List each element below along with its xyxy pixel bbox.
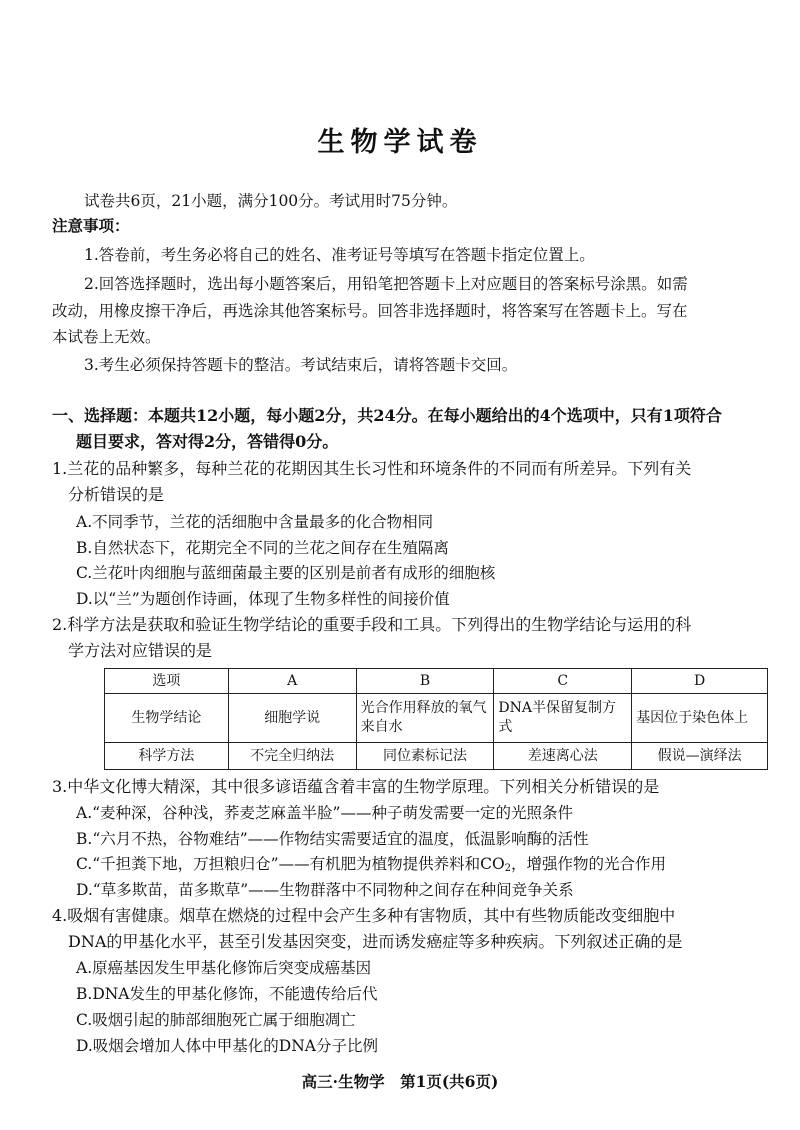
table-header-cell: A <box>228 669 356 694</box>
table-row <box>105 743 768 770</box>
question-3-option-d: D.“草多欺苗，苗多欺草”——生物群落中不同物种之间存在种间竞争关系 <box>76 881 574 899</box>
table-header-cell: B <box>356 669 494 694</box>
option-text: ，增强作物的光合作用 <box>511 855 667 873</box>
question-4-stem: 4.吸烟有害健康。烟草在燃烧的过程中会产生多种有害物质，其中有些物质能改变细胞中 <box>52 906 676 925</box>
notice-item: 本试卷上无效。 <box>52 328 161 346</box>
notice-item: 1.答卷前，考生务必将自己的姓名、准考证号等填写在答题卡指定位置上。 <box>84 246 595 264</box>
table-cell: 差速离心法 <box>494 743 632 770</box>
question-4-option-d: D.吸烟会增加人体中甲基化的DNA分子比例 <box>76 1037 378 1055</box>
notice-item: 2.回答选择题时，选出每小题答案后，用铅笔把答题卡上对应题目的答案标号涂黑。如需 <box>84 275 688 293</box>
page-footer: 高三·生物学 第1页(共6页) <box>301 1072 499 1091</box>
table-cell: 光合作用释放的氧气来自水 <box>356 694 494 743</box>
table-cell: 细胞学说 <box>228 694 356 743</box>
notice-item: 3.考生必须保持答题卡的整洁。考试结束后，请将答题卡交回。 <box>84 356 518 374</box>
question-1-option-a: A.不同季节，兰花的活细胞中含量最多的化合物相同 <box>76 513 434 531</box>
table-cell: 不完全归纳法 <box>228 743 356 770</box>
notice-item: 改动，用橡皮擦干净后，再选涂其他答案标号。回答非选择题时，将答案写在答题卡上。写在 <box>52 302 688 320</box>
question-4-option-c: C.吸烟引起的肺部细胞死亡属于细胞凋亡 <box>76 1011 356 1029</box>
table-cell: 假说—演绎法 <box>632 743 768 770</box>
section-heading: 题目要求，答对得2分，答错得0分。 <box>76 432 339 451</box>
option-text: C.“千担粪下地，万担粮归仓”——有机肥为植物提供养料和CO <box>76 855 505 873</box>
section-heading: 一、选择题：本题共12小题，每小题2分，共24分。在每小题给出的4个选项中，只有1项符合 <box>52 406 722 425</box>
question-4-stem: DNA的甲基化水平，甚至引发基因突变，进而诱发癌症等多种疾病。下列叙述正确的是 <box>68 932 683 951</box>
table-header-cell: C <box>494 669 632 694</box>
table-cell: 科学方法 <box>105 743 229 770</box>
table-header-cell: 选项 <box>105 669 229 694</box>
question-4-option-a: A.原癌基因发生甲基化修饰后突变成癌基因 <box>76 959 372 977</box>
page-title: 生物学试卷 <box>317 127 483 158</box>
table-row <box>105 694 768 743</box>
question-1-stem: 1.兰花的品种繁多，每种兰花的花期因其生长习性和环境条件的不同而有所差异。下列有关 <box>52 459 692 478</box>
question-2-stem: 学方法对应错误的是 <box>68 641 213 660</box>
table-header-cell: D <box>632 669 768 694</box>
question-2-stem: 2.科学方法是获取和验证生物学结论的重要手段和工具。下列得出的生物学结论与运用的科 <box>52 615 692 634</box>
table-cell: 基因位于染色体上 <box>632 694 768 743</box>
question-1-option-b: B.自然状态下，花期完全不同的兰花之间存在生殖隔离 <box>76 539 449 557</box>
question-4-option-b: B.DNA发生的甲基化修饰，不能遗传给后代 <box>76 985 378 1003</box>
table-header-row <box>105 669 768 694</box>
question-3-option-b: B.“六月不热，谷物难结”——作物结实需要适宜的温度，低温影响酶的活性 <box>76 830 589 848</box>
table-cell: 生物学结论 <box>105 694 229 743</box>
question-1-option-c: C.兰花叶肉细胞与蓝细菌最主要的区别是前者有成形的细胞核 <box>76 564 496 582</box>
notice-heading: 注意事项： <box>52 216 130 235</box>
exam-intro: 试卷共6页，21小题，满分100分。考试用时75分钟。 <box>84 192 458 210</box>
method-table <box>104 668 768 770</box>
table-cell: DNA半保留复制方式 <box>494 694 632 743</box>
question-1-stem: 分析错误的是 <box>68 485 165 504</box>
question-3-option-a: A.“麦种深，谷种浅，荞麦芝麻盖半脸”——种子萌发需要一定的光照条件 <box>76 804 573 822</box>
subscript: 2 <box>504 863 512 874</box>
table-cell: 同位素标记法 <box>356 743 494 770</box>
question-1-option-d: D.以“兰”为题创作诗画，体现了生物多样性的间接价值 <box>76 590 450 608</box>
question-3-stem: 3.中华文化博大精深，其中很多谚语蕴含着丰富的生物学原理。下列相关分析错误的是 <box>52 777 660 796</box>
question-3-option-c <box>76 853 666 880</box>
